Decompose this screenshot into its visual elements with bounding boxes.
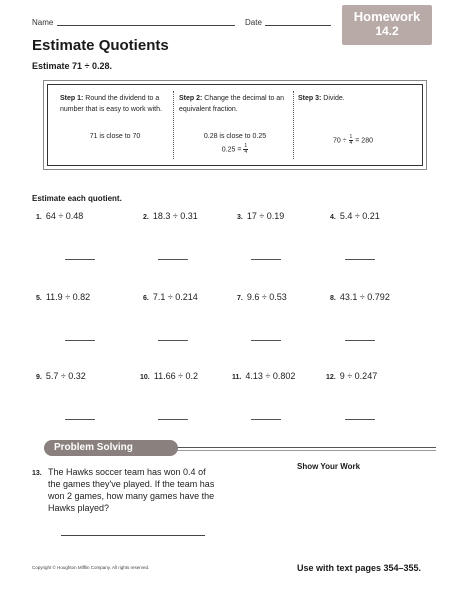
- step-divider-1: [173, 91, 174, 159]
- problem-1: [36, 211, 83, 221]
- problem-number: 10.: [140, 374, 150, 381]
- problem-9: [36, 371, 86, 381]
- problem-number: 5.: [36, 295, 42, 302]
- step-1: [60, 93, 170, 115]
- answer-line[interactable]: [65, 340, 95, 341]
- step-3-head: Step 3:: [298, 95, 322, 102]
- step-2-detail: 0.28 is close to 0.25: [203, 133, 267, 140]
- answer-line[interactable]: [345, 419, 375, 420]
- answer-line[interactable]: [345, 340, 375, 341]
- problem-6: [143, 292, 198, 302]
- problem-expression: 11.66 ÷ 0.2: [153, 371, 199, 381]
- example-steps-box: [47, 84, 423, 166]
- problem-expression: 9 ÷ 0.247: [339, 371, 378, 381]
- problem-number: 1.: [36, 214, 42, 221]
- problem-number: 7.: [237, 295, 243, 302]
- page-title: Estimate Quotients: [32, 37, 169, 54]
- answer-line[interactable]: [251, 340, 281, 341]
- problem-expression: 43.1 ÷ 0.792: [339, 292, 390, 302]
- problem-10: [140, 371, 198, 381]
- fraction-denominator: 4: [349, 140, 353, 146]
- answer-line[interactable]: [61, 535, 205, 536]
- step-3-eq-left: 70 ÷: [333, 137, 347, 145]
- copyright-text: Copyright © Houghton Mifflin Company. All rights reserved.: [32, 565, 150, 570]
- problem-expression: 11.9 ÷ 0.82: [45, 292, 91, 302]
- answer-line[interactable]: [251, 419, 281, 420]
- problem-solving-banner: Problem Solving: [44, 440, 178, 456]
- question-13-text: The Hawks soccer team has won 0.4 of the games they've played. If the team has won 2 games, how many games have the Hawks played?: [48, 467, 215, 513]
- step-2: [179, 93, 291, 115]
- problem-number: 11.: [232, 374, 242, 381]
- problem-expression: 18.3 ÷ 0.31: [152, 211, 198, 221]
- problem-expression: 5.7 ÷ 0.32: [45, 371, 86, 381]
- problem-number: 8.: [330, 295, 336, 302]
- question-13-number: 13.: [32, 470, 42, 477]
- problem-expression: 5.4 ÷ 0.21: [339, 211, 380, 221]
- answer-line[interactable]: [345, 259, 375, 260]
- problem-2: [143, 211, 198, 221]
- name-label: Name: [32, 18, 54, 27]
- problem-5: [36, 292, 90, 302]
- section-rule-thin: [160, 450, 436, 451]
- step-3-fraction: [349, 135, 354, 146]
- problem-number: 12.: [326, 374, 336, 381]
- step-1-head: Step 1:: [60, 95, 84, 102]
- show-work-label: Show Your Work: [297, 462, 361, 471]
- step-2-fraction: [243, 144, 248, 155]
- instructions: Estimate each quotient.: [32, 194, 122, 203]
- step-1-detail: 71 is close to 70: [89, 133, 141, 140]
- answer-line[interactable]: [65, 259, 95, 260]
- answer-line[interactable]: [158, 419, 188, 420]
- problem-number: 6.: [143, 295, 149, 302]
- date-label: Date: [245, 18, 262, 27]
- fraction-denominator: 4: [244, 149, 248, 155]
- badge-title: Homework: [353, 9, 421, 24]
- problem-3: [237, 211, 284, 221]
- problem-expression: 9.6 ÷ 0.53: [246, 292, 287, 302]
- fraction-numerator: 1: [349, 134, 353, 140]
- problem-expression: 64 ÷ 0.48: [45, 211, 84, 221]
- section-rule: [160, 447, 436, 448]
- answer-line[interactable]: [158, 340, 188, 341]
- homework-badge: [342, 5, 432, 45]
- step-2-eq-left: 0.25 =: [221, 146, 242, 154]
- date-line: [265, 25, 331, 26]
- fraction-numerator: 1: [244, 143, 248, 149]
- problem-expression: 7.1 ÷ 0.214: [152, 292, 198, 302]
- step-3-eq-right: = 280: [355, 137, 373, 145]
- answer-line[interactable]: [251, 259, 281, 260]
- problem-4: [330, 211, 380, 221]
- step-3-text: Divide.: [323, 95, 345, 102]
- answer-line[interactable]: [65, 419, 95, 420]
- step-divider-2: [293, 91, 294, 159]
- problem-expression: 4.13 ÷ 0.802: [245, 371, 296, 381]
- problem-7: [237, 292, 287, 302]
- problem-12: [326, 371, 377, 381]
- problem-8: [330, 292, 390, 302]
- step-2-head: Step 2:: [179, 95, 203, 102]
- problem-11: [232, 371, 295, 381]
- badge-number: 14.2: [375, 24, 399, 38]
- problem-number: 4.: [330, 214, 336, 221]
- problem-number: 2.: [143, 214, 149, 221]
- name-line: [57, 25, 235, 26]
- answer-line[interactable]: [158, 259, 188, 260]
- text-pages-reference: Use with text pages 354–355.: [297, 563, 422, 573]
- problem-number: 3.: [237, 214, 243, 221]
- step-1-text: Round the dividend to a number that is easy to work with.: [60, 95, 162, 113]
- problem-expression: 17 ÷ 0.19: [246, 211, 285, 221]
- step-2-text: Change the decimal to an equivalent fraction.: [179, 95, 285, 113]
- problem-number: 9.: [36, 374, 42, 381]
- step-2-equation: [179, 144, 291, 155]
- step-3-equation: [298, 135, 408, 146]
- example-prompt: Estimate 71 ÷ 0.28.: [32, 61, 112, 71]
- step-3: [298, 93, 408, 104]
